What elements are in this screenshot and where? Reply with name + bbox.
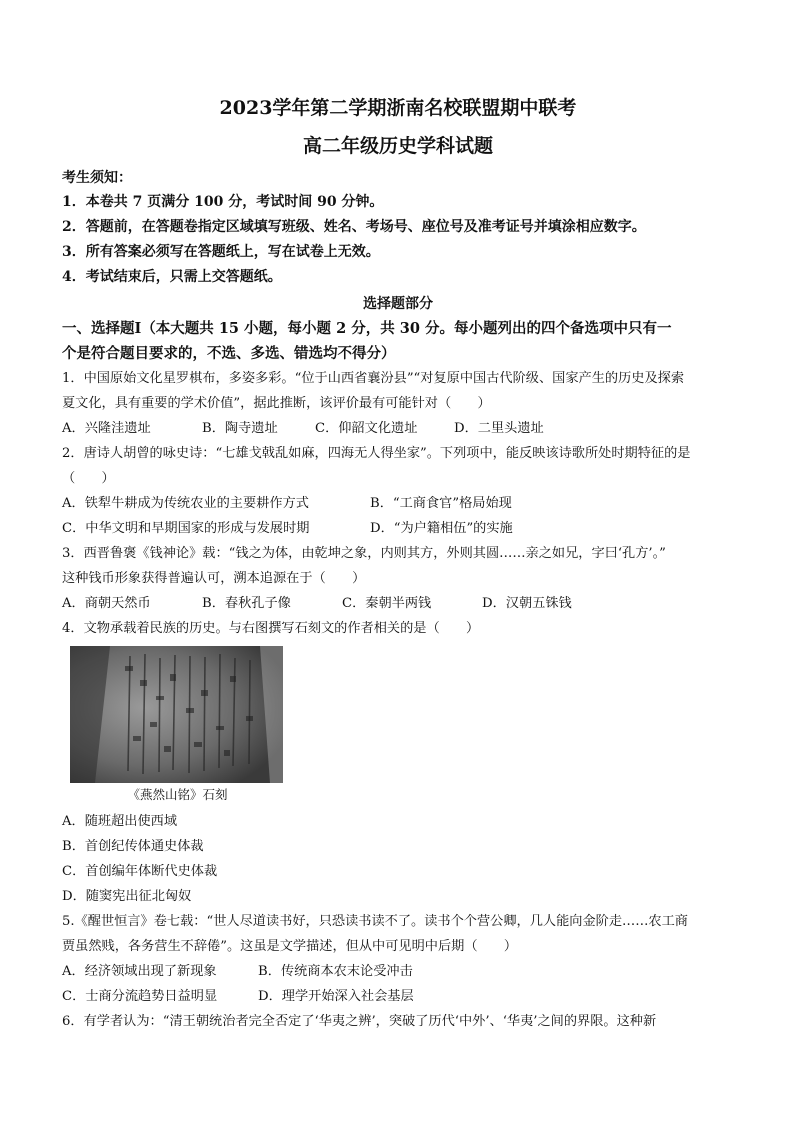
question-1-stem-line-2: 夏文化，具有重要的学术价值”，据此推断，该评价最有可能针对（ ） [62,396,491,411]
question-1-stem-line-1: 1．中国原始文化星罗棋布，多姿多彩。“位于山西省襄汾县”“对复原中国古代阶级、国家产生的历史及探索 [62,371,685,386]
exam-subtitle: 高二年级历史学科试题 [302,135,493,157]
stone-inscription-photo [70,646,283,783]
figure-caption: 《燕然山铭》石刻 [127,787,228,802]
question-5-option-d: D．理学开始深入社会基层 [258,989,414,1004]
question-1-option-b: B．陶寺遗址 [202,421,278,436]
question-2-option-c: C．中华文明和早期国家的形成与发展时期 [62,521,310,536]
question-2-options-row-2 [62,516,734,541]
notice-item-1: 1．本卷共 7 页满分 100 分，考试时间 90 分钟。 [62,194,384,210]
question-4-option-b: B．首创纪传体通史体裁 [62,839,204,854]
stone-texture-graphic [70,646,283,783]
question-5-options-row-2 [62,984,734,1009]
question-4-stem: 4．文物承载着民族的历史。与右图撰写石刻文的作者相关的是（ ） [62,621,480,636]
question-3-stem-line-1: 3．西晋鲁褒《钱神论》载：“钱之为体，由乾坤之象，内则其方，外则其圆……亲之如兄，字曰‘孔方’。” [62,546,666,561]
question-4-option-a: A．随班超出使西域 [62,814,178,829]
notice-item-4: 4．考试结束后，只需上交答题纸。 [62,269,282,285]
exam-title: 2023学年第二学期浙南名校联盟期中联考 [219,97,577,119]
question-2-stem-line-2: （ ） [62,471,115,486]
question-6-stem-line-1: 6．有学者认为：“清王朝统治者完全否定了‘华夷之辨’，突破了历代‘中外’、‘华夷’之间的界限。这种新 [62,1014,657,1029]
question-5-option-c: C．士商分流趋势日益明显 [62,989,218,1004]
question-2-options-row-1 [62,491,734,516]
question-3-options [62,591,734,616]
exam-page [62,96,734,1034]
part-title-line-1: 一、选择题Ⅰ（本大题共 15 小题，每小题 2 分，共 30 分。每小题列出的四个备选项中只有一 [62,320,672,337]
question-5-option-a: A．经济领域出现了新现象 [62,964,217,979]
question-2-option-d: D．“为户籍相伍”的实施 [370,521,513,536]
question-1-option-d: D．二里头遗址 [454,421,544,436]
question-4-option-d: D．随窦宪出征北匈奴 [62,889,192,904]
section-title: 选择题部分 [363,296,433,312]
question-2-stem-line-1: 2．唐诗人胡曾的咏史诗：“七雄戈戟乱如麻，四海无人得坐家”。下列项中，能反映该诗歌所处时期特征的是 [62,446,691,461]
question-5-stem-line-1: 5.《醒世恒言》卷七载：“世人尽道读书好，只恐读书读不了。读书个个营公卿，几人能向金阶走……农工商 [62,914,688,929]
question-1-option-a: A．兴隆洼遗址 [62,421,151,436]
notice-item-3: 3．所有答案必须写在答题纸上，写在试卷上无效。 [62,244,380,260]
question-3-stem-line-2: 这种钱币形象获得普遍认可，溯本追源在于（ ） [62,571,366,586]
question-5-options-row-1 [62,959,734,984]
stone-inscription-figure [70,646,285,805]
part-title-line-2: 个是符合题目要求的，不选、多选、错选均不得分） [62,345,396,362]
question-3-option-d: D．汉朝五铢钱 [482,596,572,611]
question-3-option-b: B．春秋孔子像 [202,596,291,611]
question-4-option-c: C．首创编年体断代史体裁 [62,864,218,879]
notice-item-2: 2．答题前，在答题卷指定区域填写班级、姓名、考场号、座位号及准考证号并填涂相应数字。 [62,219,646,235]
question-3-option-c: C．秦朝半两钱 [342,596,432,611]
notice-heading: 考生须知： [62,170,132,186]
question-1-options [62,416,734,441]
question-3-option-a: A．商朝天然币 [62,596,151,611]
question-1-option-c: C．仰韶文化遗址 [315,421,418,436]
question-2-option-a: A．铁犁牛耕成为传统农业的主要耕作方式 [62,496,309,511]
question-5-option-b: B．传统商本农末论受冲击 [258,964,413,979]
question-2-option-b: B．“工商食官”格局始现 [370,496,512,511]
question-5-stem-line-2: 贾虽然贱，各务营生不辞倦”。这虽是文学描述，但从中可见明中后期（ ） [62,939,518,954]
